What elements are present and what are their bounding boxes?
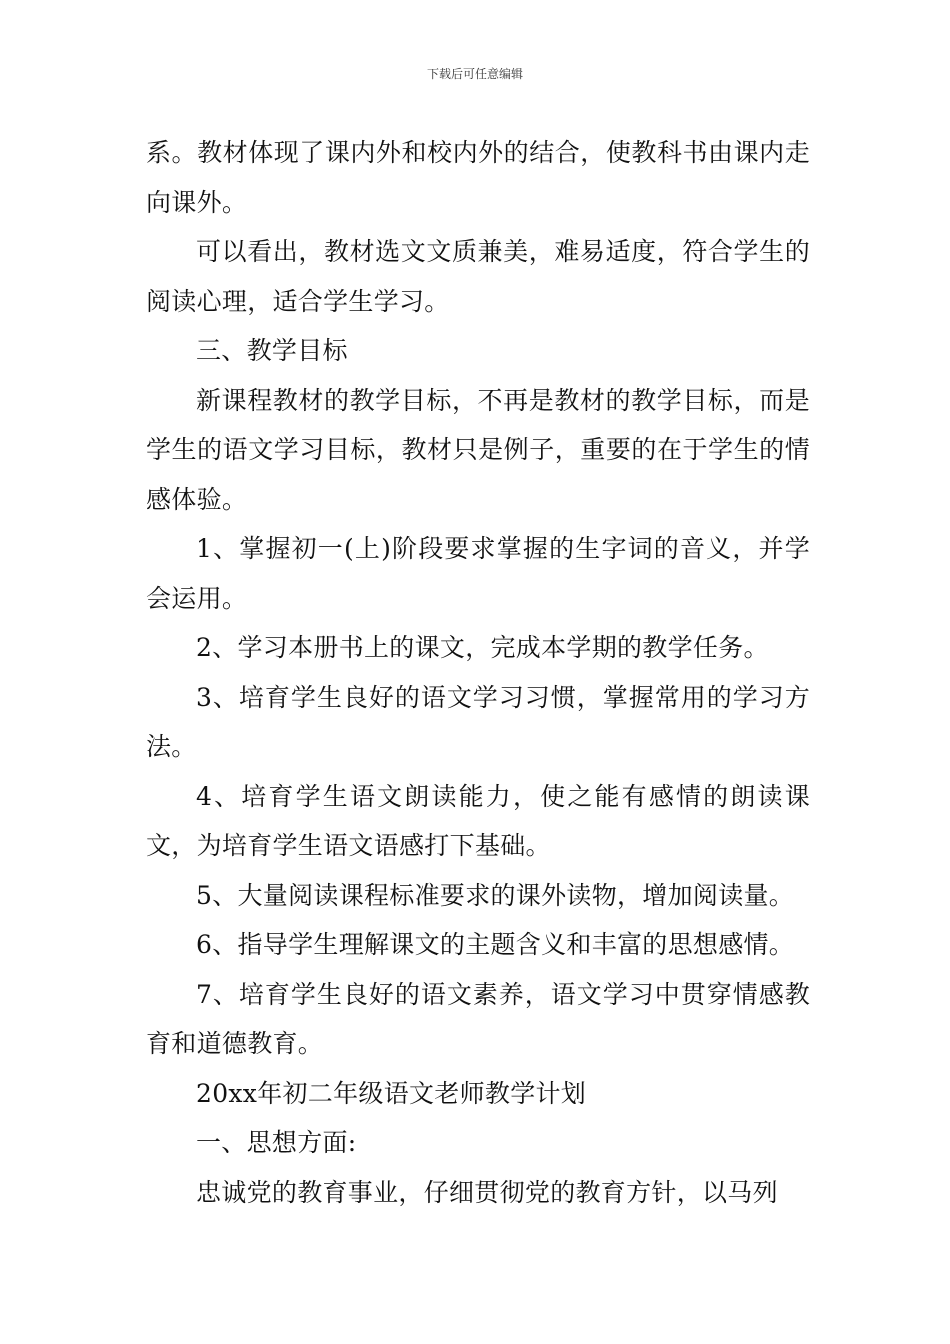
- goal-item-5: 5、大量阅读课程标准要求的课外读物，增加阅读量。: [196, 880, 795, 910]
- section-heading-teaching-goals: 三、教学目标: [196, 336, 348, 365]
- goal-item-7: 7、培育学生良好的语文素养，语文学习中贯穿情感教育和道德教育。: [146, 979, 810, 1058]
- goal-item-2: 2、学习本册书上的课文，完成本学期的教学任务。: [196, 633, 769, 662]
- goal-item-1: 1、掌握初一(上)阶段要求掌握的生字词的音义，并学会运用。: [146, 534, 810, 613]
- document-body: [146, 128, 810, 1217]
- goal-item-6: 6、指导学生理解课文的主题含义和丰富的思想感情。: [196, 930, 795, 959]
- plan-title: 20xx年初二年级语文老师教学计划: [196, 1078, 587, 1108]
- paragraph: 忠诚党的教育事业，仔细贯彻党的教育方针，以马列: [196, 1177, 778, 1207]
- goal-item-3: 3、培育学生良好的语文学习习惯，掌握常用的学习方法。: [146, 682, 810, 761]
- paragraph: 可以看出，教材选文文质兼美，难易适度，符合学生的阅读心理，适合学生学习。: [146, 237, 810, 316]
- paragraph: 新课程教材的教学目标，不再是教材的教学目标，而是学生的语文学习目标，教材只是例子，重要的在于学生的情感体验。: [146, 385, 810, 514]
- goal-item-4: 4、培育学生语文朗读能力，使之能有感情的朗读课文，为培育学生语文语感打下基础。: [146, 781, 810, 860]
- page-header: 下载后可任意编辑: [426, 67, 523, 81]
- paragraph-continuation: 系。教材体现了课内外和校内外的结合，使教科书由课内走向课外。: [146, 138, 810, 217]
- section-heading-thought: 一、思想方面:: [196, 1128, 357, 1157]
